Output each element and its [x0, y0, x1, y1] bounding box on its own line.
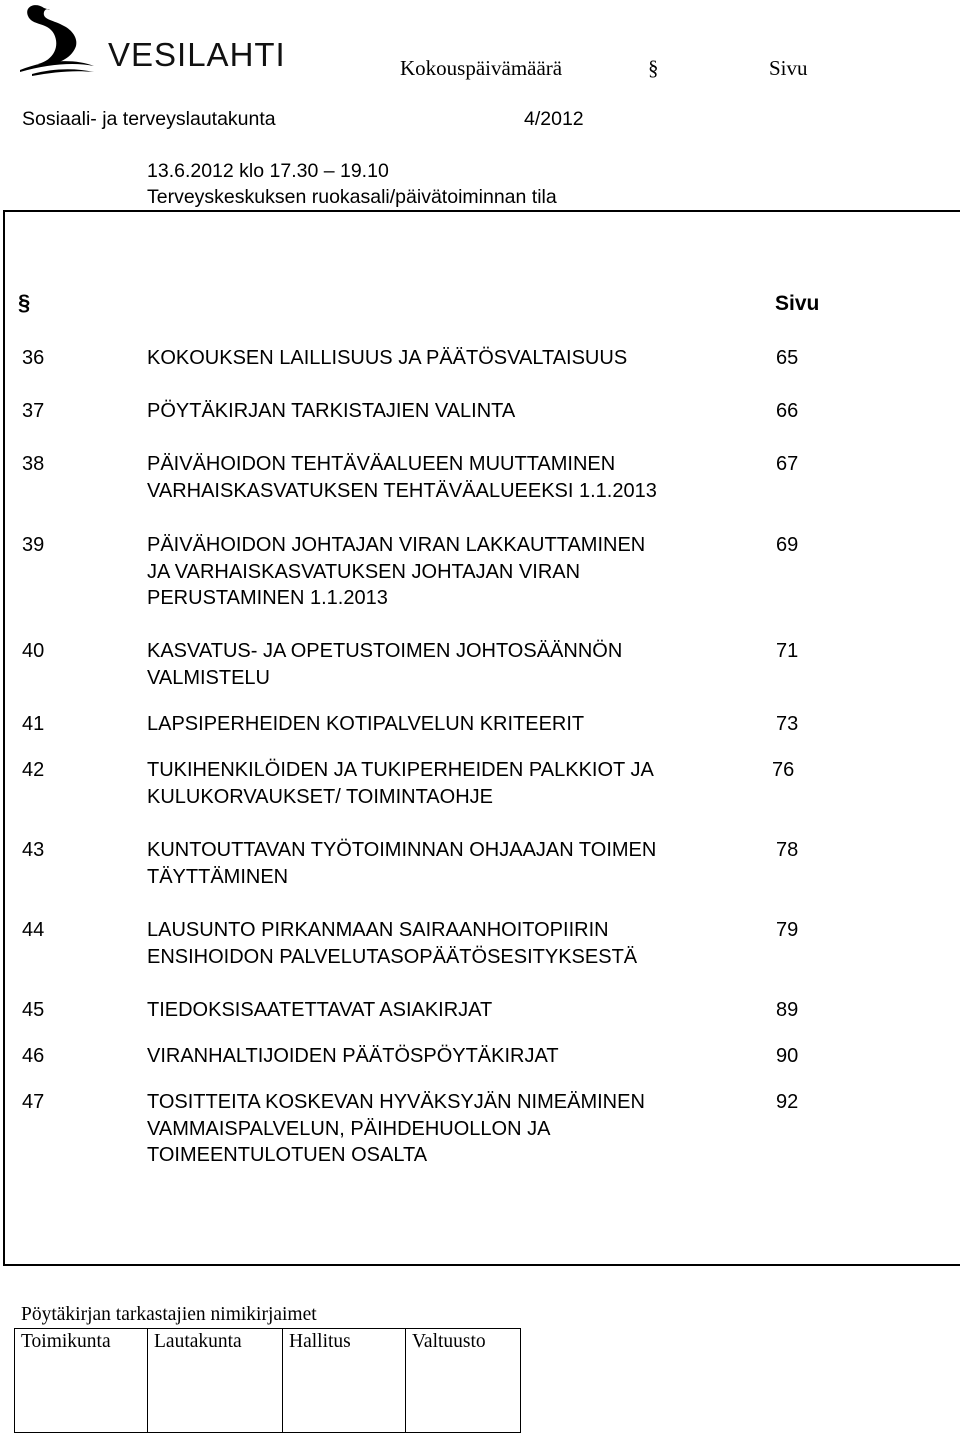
toc-item-number: 41 — [22, 713, 45, 735]
meeting-number: 4/2012 — [524, 108, 584, 130]
toc-item-page: 67 — [776, 453, 799, 475]
toc-item-number: 43 — [22, 839, 45, 861]
signature-caption: Pöytäkirjan tarkastajien nimikirjaimet — [21, 1304, 317, 1325]
signature-table — [14, 1328, 521, 1433]
signature-cell-hallitus — [283, 1329, 406, 1433]
toc-item-page: 76 — [772, 759, 795, 781]
toc-item-title: KUNTOUTTAVAN TYÖTOIMINNAN OHJAAJAN TOIMEN TÄYTTÄMINEN — [147, 839, 657, 888]
toc-item-number: 47 — [22, 1091, 45, 1113]
toc-item-number: 40 — [22, 640, 45, 662]
toc-item-page: 65 — [776, 347, 799, 369]
toc-item-page: 92 — [776, 1091, 799, 1113]
toc-item-title: VIRANHALTIJOIDEN PÄÄTÖSPÖYTÄKIRJAT — [147, 1045, 559, 1067]
toc-item-title: KASVATUS- JA OPETUSTOIMEN JOHTOSÄÄNNÖN VALMISTELU — [147, 640, 623, 689]
toc-item-title: PÄIVÄHOIDON JOHTAJAN VIRAN LAKKAUTTAMINEN JA VARHAISKASVATUKSEN JOHTAJAN VIRAN PERUSTAMINEN 1.1.2013 — [147, 534, 646, 609]
toc-item-number: 36 — [22, 347, 45, 369]
signature-cell-toimikunta — [15, 1329, 148, 1433]
meeting-place: Terveyskeskuksen ruokasali/päivätoiminnan tila — [147, 186, 557, 208]
toc-item-number: 38 — [22, 453, 45, 475]
toc-item-number: 42 — [22, 759, 45, 781]
signature-column-label: Toimikunta — [21, 1331, 111, 1352]
swan-icon — [14, 0, 114, 80]
toc-item-page: 69 — [776, 534, 799, 556]
toc-item-page: 66 — [776, 400, 799, 422]
toc-item-number: 39 — [22, 534, 45, 556]
signature-column-label: Valtuusto — [412, 1331, 486, 1352]
toc-item-title: LAUSUNTO PIRKANMAAN SAIRAANHOITOPIIRIN ENSIHOIDON PALVELUTASOPÄÄTÖSESITYKSESTÄ — [147, 919, 638, 968]
toc-item-title: TUKIHENKILÖIDEN JA TUKIPERHEIDEN PALKKIOT JA KULUKORVAUKSET/ TOIMINTAOHJE — [147, 759, 654, 808]
signature-cell-lautakunta — [148, 1329, 283, 1433]
page-label: Sivu — [769, 56, 808, 80]
toc-item-number: 37 — [22, 400, 45, 422]
committee-name: Sosiaali- ja terveyslautakunta — [22, 108, 276, 130]
toc-item-page: 90 — [776, 1045, 799, 1067]
toc-item-number: 46 — [22, 1045, 45, 1067]
signature-cell-valtuusto — [406, 1329, 521, 1433]
toc-page-header: Sivu — [775, 292, 820, 315]
toc-item-page: 71 — [776, 640, 799, 662]
toc-item-title: TIEDOKSISAATETTAVAT ASIAKIRJAT — [147, 999, 493, 1021]
toc-item-page: 73 — [776, 713, 799, 735]
org-name: VESILAHTI — [108, 36, 286, 73]
signature-column-label: Hallitus — [289, 1331, 351, 1352]
toc-item-number: 44 — [22, 919, 45, 941]
toc-item-title: PÄIVÄHOIDON TEHTÄVÄALUEEN MUUTTAMINEN VARHAISKASVATUKSEN TEHTÄVÄALUEEKSI 1.1.2013 — [147, 453, 657, 502]
toc-item-title: PÖYTÄKIRJAN TARKISTAJIEN VALINTA — [147, 400, 516, 422]
toc-section-sign: § — [18, 290, 31, 315]
toc-item-page: 78 — [776, 839, 799, 861]
toc-item-title: KOKOUKSEN LAILLISUUS JA PÄÄTÖSVALTAISUUS — [147, 347, 628, 369]
meeting-date-label: Kokouspäivämäärä — [400, 56, 563, 80]
section-sign-label: § — [648, 56, 659, 80]
toc-item-title: LAPSIPERHEIDEN KOTIPALVELUN KRITEERIT — [147, 713, 585, 735]
toc-item-page: 89 — [776, 999, 799, 1021]
vesilahti-logo — [14, 0, 286, 80]
toc-item-title: TOSITTEITA KOSKEVAN HYVÄKSYJÄN NIMEÄMINEN VAMMAISPALVELUN, PÄIHDEHUOLLON JA TOIMEENTULOTUEN OSALTA — [147, 1091, 645, 1166]
toc-item-number: 45 — [22, 999, 45, 1021]
signature-column-label: Lautakunta — [154, 1331, 242, 1352]
toc-item-page: 79 — [776, 919, 799, 941]
meeting-time: 13.6.2012 klo 17.30 – 19.10 — [147, 160, 389, 182]
